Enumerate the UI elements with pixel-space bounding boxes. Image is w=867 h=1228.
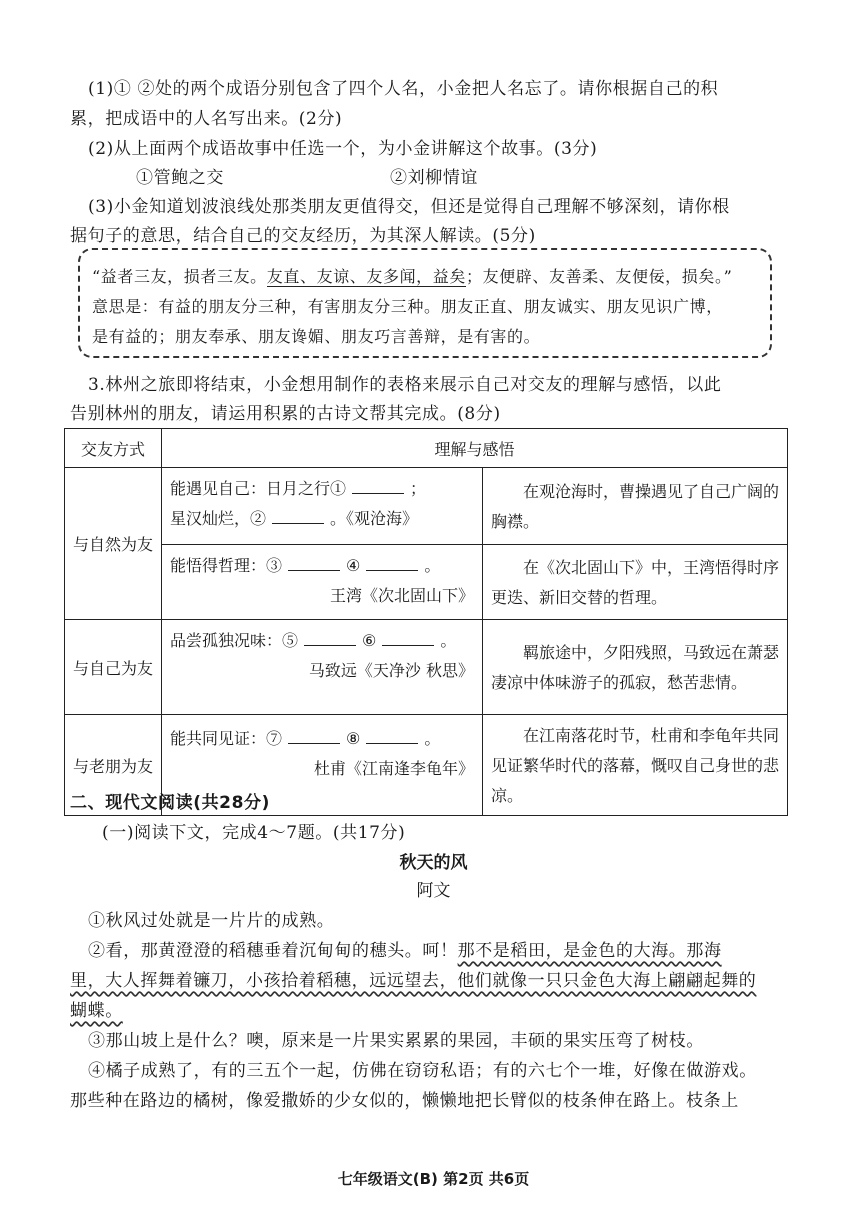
row-self-category: 与自己为友 <box>65 620 162 715</box>
cell-line <box>170 474 474 504</box>
paragraph-3: ③那山坡上是什么？噢，原来是一片果实累累的果园，丰硕的果实压弯了树枝。 <box>88 1031 704 1051</box>
paragraph-2-start: ②看，那黄澄澄的稻穗垂着沉甸甸的穗头。呵！ <box>88 941 458 961</box>
friendship-table <box>64 428 788 816</box>
cell-text: 星汉灿烂，② <box>170 509 267 528</box>
table-cell-note <box>483 468 788 545</box>
paragraph-2-line-1 <box>88 936 722 961</box>
answer-blank-4[interactable] <box>366 556 418 571</box>
cell-line <box>170 626 474 656</box>
note-text: 羁旅途中，夕阳残照，马致远在萧瑟凄凉中体味游子的孤寂，愁苦悲情。 <box>491 643 780 692</box>
cell-text: ； <box>410 479 427 498</box>
paragraph-2-line-3: 蝴蝶。 <box>70 1001 123 1021</box>
cell-text: 。《观沧海》 <box>330 509 419 528</box>
quote-line-1 <box>92 264 732 287</box>
quote-line-3: 是有益的；朋友奉承、朋友谗媚、朋友巧言善辩，是有害的。 <box>92 327 541 346</box>
quote-box <box>78 248 772 358</box>
source-text: 王湾《次北固山下》 <box>329 586 474 605</box>
paragraph-4-line-1: ④橘子成熟了，有的三五个一起，仿佛在窃窃私语；有的六七个一堆，好像在做游戏。 <box>88 1061 757 1081</box>
answer-blank-8[interactable] <box>366 729 418 744</box>
quote-line-2: 意思是：有益的朋友分三种，有害朋友分三种。朋友正直、朋友诚实、朋友见识广博， <box>92 297 723 316</box>
cell-text: 。 <box>424 556 441 575</box>
cell-line <box>170 504 474 534</box>
cell-text: 品尝孤独况味：⑤ <box>170 631 299 650</box>
quote-line-1-end: ；友便辟、友善柔、友便佞，损矣。” <box>465 267 733 286</box>
row-old-friend-category: 与老朋为友 <box>65 715 162 816</box>
note-text: 在江南落花时节，杜甫和李龟年共同见证繁华时代的落幕，慨叹自己身世的悲凉。 <box>491 726 780 805</box>
section-heading: 二、现代文阅读(共28分) <box>70 793 270 813</box>
option-2: ②刘柳情谊 <box>390 168 478 188</box>
wavy-underline-text: 那不是稻田，是金色的大海。那海 <box>457 941 722 961</box>
note-text: 在观沧海时，曹操遇见了自己广阔的胸襟。 <box>491 482 780 531</box>
answer-blank-7[interactable] <box>288 729 340 744</box>
table-cell-note <box>483 545 788 620</box>
cell-text: 能遇见自己：日月之行① <box>170 479 347 498</box>
question-1-line-1: (1)① ②处的两个成语分别包含了四个人名，小金把人名忘了。请你根据自己的积 <box>88 79 719 99</box>
source-text: 杜甫《江南逢李龟年》 <box>313 759 474 778</box>
table-cell <box>162 620 483 715</box>
cell-line <box>170 724 474 754</box>
question-3-line-1: (3)小金知道划波浪线处那类朋友更值得交，但还是觉得自己理解不够深刻，请你根 <box>88 197 730 217</box>
answer-blank-1[interactable] <box>352 479 404 494</box>
question-1-line-2: 累，把成语中的人名写出来。(2分) <box>70 109 343 129</box>
source-text: 马致远《天净沙 秋思》 <box>308 661 474 680</box>
row-nature-category: 与自然为友 <box>65 468 162 620</box>
note-text: 在《次北固山下》中，王湾悟得时序更迭、新旧交替的哲理。 <box>491 558 780 607</box>
question-3-line-2: 据句子的意思，结合自己的交友经历，为其深人解读。(5分) <box>70 226 536 246</box>
answer-blank-2[interactable] <box>272 509 324 524</box>
question-2-line: (2)从上面两个成语故事中任选一个，为小金讲解这个故事。(3分) <box>88 139 598 159</box>
cell-text: ⑧ <box>346 729 361 748</box>
table-cell <box>162 468 483 545</box>
cell-text: 。 <box>440 631 457 650</box>
article-author: 阿文 <box>416 881 451 901</box>
option-1: ①管鲍之交 <box>136 168 224 188</box>
answer-blank-3[interactable] <box>288 556 340 571</box>
cell-text: 能悟得哲理：③ <box>170 556 283 575</box>
quote-underlined: 友直、友谅、友多闻，益矣 <box>266 267 466 286</box>
answer-blank-5[interactable] <box>304 631 356 646</box>
answer-blank-6[interactable] <box>382 631 434 646</box>
page-footer: 七年级语文(B) 第2页 共6页 <box>337 1170 530 1188</box>
table-cell-note <box>483 620 788 715</box>
paragraph-4-line-2: 那些种在路边的橘树，像爱撒娇的少女似的，懒懒地把长臂似的枝条伸在路上。枝条上 <box>70 1091 739 1111</box>
cell-text: 。 <box>424 729 441 748</box>
paragraph-2-line-2: 里，大人挥舞着镰刀，小孩拾着稻穗，远远望去，他们就像一只只金色大海上翩翩起舞的 <box>70 971 757 991</box>
cell-line <box>170 551 474 581</box>
table-header-understanding: 理解与感悟 <box>162 429 788 468</box>
cell-text: ⑥ <box>362 631 377 650</box>
table-cell <box>162 545 483 620</box>
quote-line-1-start: “益者三友，损者三友。 <box>92 267 267 286</box>
cell-text: 能共同见证：⑦ <box>170 729 283 748</box>
table-header-method: 交友方式 <box>65 429 162 468</box>
table-cell-note <box>483 715 788 816</box>
cell-text: ④ <box>346 556 361 575</box>
article-title: 秋天的风 <box>399 853 468 873</box>
question-3-text-1: 3.林州之旅即将结束，小金想用制作的表格来展示自己对交友的理解与感悟，以此 <box>88 375 722 395</box>
question-3-text-2: 告别林州的朋友，请运用积累的古诗文帮其完成。(8分) <box>70 404 501 424</box>
section-subheading: (一)阅读下文，完成4～7题。(共17分) <box>102 823 406 843</box>
paragraph-1: ①秋风过处就是一片片的成熟。 <box>88 911 335 931</box>
